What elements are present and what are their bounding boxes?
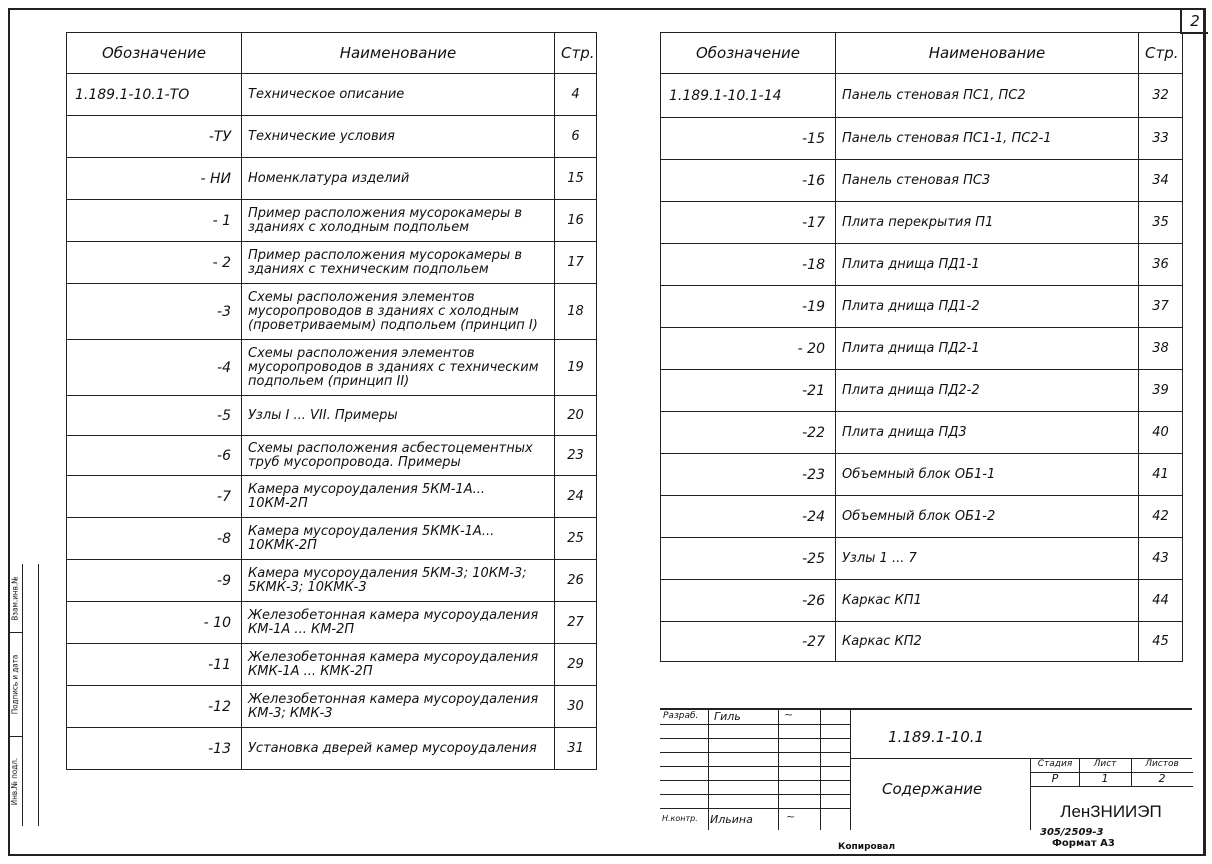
row-name: Плита днища ПД2-2 xyxy=(836,370,1139,412)
stamp-signature-date: Подпись и дата xyxy=(8,632,22,737)
row-page: 41 xyxy=(1139,454,1183,496)
row-designation: - 20 xyxy=(661,328,836,370)
row-designation: -12 xyxy=(67,686,242,728)
table-row xyxy=(67,686,597,728)
row-page: 19 xyxy=(555,340,597,396)
header-designation: Обозначение xyxy=(67,33,242,74)
row-name: Пример расположения мусорокамеры в зданиях с холодным подпольем xyxy=(242,200,555,242)
row-page: 18 xyxy=(555,284,597,340)
header-page: Стр. xyxy=(555,33,597,74)
signature-grid xyxy=(660,710,850,830)
row-designation: -23 xyxy=(661,454,836,496)
table-row xyxy=(661,328,1183,370)
row-page: 31 xyxy=(555,728,597,770)
table-row xyxy=(661,370,1183,412)
row-name: Панель стеновая ПС1, ПС2 xyxy=(836,74,1139,118)
row-designation: 1.189.1-10.1-14 xyxy=(661,74,836,118)
row-name: Схемы расположения элементов мусоропроводов в зданиях с техническим подпольем (принцип II) xyxy=(242,340,555,396)
row-page: 42 xyxy=(1139,496,1183,538)
row-designation: -25 xyxy=(661,538,836,580)
row-name: Плита днища ПД2-1 xyxy=(836,328,1139,370)
row-page: 44 xyxy=(1139,580,1183,622)
row-name: Панель стеновая ПС1-1, ПС2-1 xyxy=(836,118,1139,160)
row-designation: -22 xyxy=(661,412,836,454)
row-name: Объемный блок ОБ1-1 xyxy=(836,454,1139,496)
row-page: 39 xyxy=(1139,370,1183,412)
row-name: Схемы расположения асбестоцементных труб мусоропровода. Примеры xyxy=(242,436,555,476)
table-row xyxy=(67,396,597,436)
row-page: 24 xyxy=(555,476,597,518)
row-page: 15 xyxy=(555,158,597,200)
row-name: Плита днища ПД3 xyxy=(836,412,1139,454)
row-designation: -27 xyxy=(661,622,836,662)
row-name: Каркас КП2 xyxy=(836,622,1139,662)
table-row xyxy=(67,436,597,476)
table-row xyxy=(67,518,597,560)
table-row xyxy=(661,74,1183,118)
sheet-value: 1 xyxy=(1101,772,1109,785)
row-designation: -3 xyxy=(67,284,242,340)
row-name: Каркас КП1 xyxy=(836,580,1139,622)
sheet-label: Лист xyxy=(1093,759,1117,769)
row-designation: -7 xyxy=(67,476,242,518)
row-page: 30 xyxy=(555,686,597,728)
table-row xyxy=(661,244,1183,286)
row-name: Узлы I ... VII. Примеры xyxy=(242,396,555,436)
row-designation: -17 xyxy=(661,202,836,244)
stamp-replaces-inv: Взам.инв.№ xyxy=(8,564,22,633)
row-designation: -15 xyxy=(661,118,836,160)
row-page: 16 xyxy=(555,200,597,242)
row-name: Пример расположения мусорокамеры в зданиях с техническим подпольем xyxy=(242,242,555,284)
developed-signature: ~ xyxy=(784,708,794,721)
row-page: 40 xyxy=(1139,412,1183,454)
table-row xyxy=(661,538,1183,580)
row-page: 25 xyxy=(555,518,597,560)
header-name: Наименование xyxy=(836,33,1139,74)
row-designation: - НИ xyxy=(67,158,242,200)
sheets-value: 2 xyxy=(1158,772,1166,785)
table-row xyxy=(661,202,1183,244)
row-designation: - 1 xyxy=(67,200,242,242)
table-row xyxy=(67,158,597,200)
row-name: Технические условия xyxy=(242,116,555,158)
row-designation: - 2 xyxy=(67,242,242,284)
table-row xyxy=(661,412,1183,454)
row-page: 17 xyxy=(555,242,597,284)
table-row xyxy=(67,242,597,284)
table-row xyxy=(661,580,1183,622)
header-name: Наименование xyxy=(242,33,555,74)
table-row xyxy=(661,118,1183,160)
organization: ЛенЗНИИЭП xyxy=(1060,802,1162,821)
contents-table-left xyxy=(66,32,597,770)
row-designation: -4 xyxy=(67,340,242,396)
table-row xyxy=(67,284,597,340)
developed-name: Гиль xyxy=(714,710,741,723)
stage-label: Стадия xyxy=(1037,759,1073,769)
table-row xyxy=(661,622,1183,662)
row-name: Железобетонная камера мусороудаления КМ-1А ... КМ-2П xyxy=(242,602,555,644)
norm-control-signature: ~ xyxy=(786,810,796,823)
table-row xyxy=(67,728,597,770)
row-page: 26 xyxy=(555,560,597,602)
row-designation: -ТУ xyxy=(67,116,242,158)
row-designation: -24 xyxy=(661,496,836,538)
table-row xyxy=(661,286,1183,328)
row-designation: -18 xyxy=(661,244,836,286)
table-row xyxy=(67,200,597,242)
document-code: 1.189.1-10.1 xyxy=(888,728,985,746)
row-name: Железобетонная камера мусороудаления КМК-1А ... КМК-2П xyxy=(242,644,555,686)
table-row xyxy=(67,476,597,518)
sheets-label: Листов xyxy=(1145,759,1179,769)
table-row xyxy=(67,602,597,644)
row-designation: -6 xyxy=(67,436,242,476)
row-page: 29 xyxy=(555,644,597,686)
table-row xyxy=(661,496,1183,538)
row-page: 38 xyxy=(1139,328,1183,370)
title-block xyxy=(660,708,1192,830)
row-name: Камера мусороудаления 5КМ-1А... 10КМ-2П xyxy=(242,476,555,518)
row-page: 23 xyxy=(555,436,597,476)
table-row xyxy=(661,454,1183,496)
row-name: Камера мусороудаления 5КМК-1А... 10КМК-2П xyxy=(242,518,555,560)
row-name: Техническое описание xyxy=(242,74,555,116)
row-name: Плита днища ПД1-1 xyxy=(836,244,1139,286)
row-name: Панель стеновая ПС3 xyxy=(836,160,1139,202)
table-row xyxy=(67,74,597,116)
row-designation: -11 xyxy=(67,644,242,686)
row-page: 4 xyxy=(555,74,597,116)
row-name: Схемы расположения элементов мусоропроводов в зданиях с холодным (проветриваемым) подпольем (принцип I) xyxy=(242,284,555,340)
side-stamp xyxy=(8,564,39,826)
row-designation: 1.189.1-10.1-ТО xyxy=(67,74,242,116)
row-name: Установка дверей камер мусороудаления xyxy=(242,728,555,770)
table-row xyxy=(67,560,597,602)
row-page: 6 xyxy=(555,116,597,158)
contents-table-right xyxy=(660,32,1183,662)
row-name: Объемный блок ОБ1-2 xyxy=(836,496,1139,538)
row-page: 45 xyxy=(1139,622,1183,662)
row-name: Узлы 1 ... 7 xyxy=(836,538,1139,580)
row-page: 27 xyxy=(555,602,597,644)
row-designation: -19 xyxy=(661,286,836,328)
row-page: 43 xyxy=(1139,538,1183,580)
row-name: Камера мусороудаления 5КМ-3; 10КМ-3; 5КМК-3; 10КМК-3 xyxy=(242,560,555,602)
norm-control-name: Ильина xyxy=(710,813,753,826)
copied-label: Копировал xyxy=(838,842,896,852)
row-name: Плита перекрытия П1 xyxy=(836,202,1139,244)
order-number: 305/2509-3 xyxy=(1040,827,1104,838)
row-name: Железобетонная камера мусороудаления КМ-3; КМК-3 xyxy=(242,686,555,728)
row-page: 34 xyxy=(1139,160,1183,202)
sheet-number: 2 xyxy=(1180,10,1208,34)
table-row xyxy=(67,644,597,686)
row-page: 35 xyxy=(1139,202,1183,244)
row-designation: -8 xyxy=(67,518,242,560)
stage-value: Р xyxy=(1051,772,1059,785)
row-designation: -9 xyxy=(67,560,242,602)
table-row xyxy=(67,116,597,158)
row-page: 32 xyxy=(1139,74,1183,118)
row-page: 20 xyxy=(555,396,597,436)
header-designation: Обозначение xyxy=(661,33,836,74)
row-page: 37 xyxy=(1139,286,1183,328)
row-page: 33 xyxy=(1139,118,1183,160)
stamp-inv-no: Инв.№ подл. xyxy=(10,757,20,805)
row-designation: -16 xyxy=(661,160,836,202)
table-row xyxy=(661,160,1183,202)
row-designation: - 10 xyxy=(67,602,242,644)
table-header xyxy=(661,33,1183,74)
row-designation: -26 xyxy=(661,580,836,622)
row-name: Плита днища ПД1-2 xyxy=(836,286,1139,328)
header-page: Стр. xyxy=(1139,33,1183,74)
row-name: Номенклатура изделий xyxy=(242,158,555,200)
table-row xyxy=(67,340,597,396)
developed-label: Разраб. xyxy=(663,711,699,721)
table-header xyxy=(67,33,597,74)
format-label: Формат А3 xyxy=(1052,838,1115,849)
row-designation: -5 xyxy=(67,396,242,436)
row-designation: -21 xyxy=(661,370,836,412)
row-page: 36 xyxy=(1139,244,1183,286)
norm-control-label: Н.контр. xyxy=(662,814,698,823)
row-designation: -13 xyxy=(67,728,242,770)
document-title: Содержание xyxy=(882,780,983,798)
